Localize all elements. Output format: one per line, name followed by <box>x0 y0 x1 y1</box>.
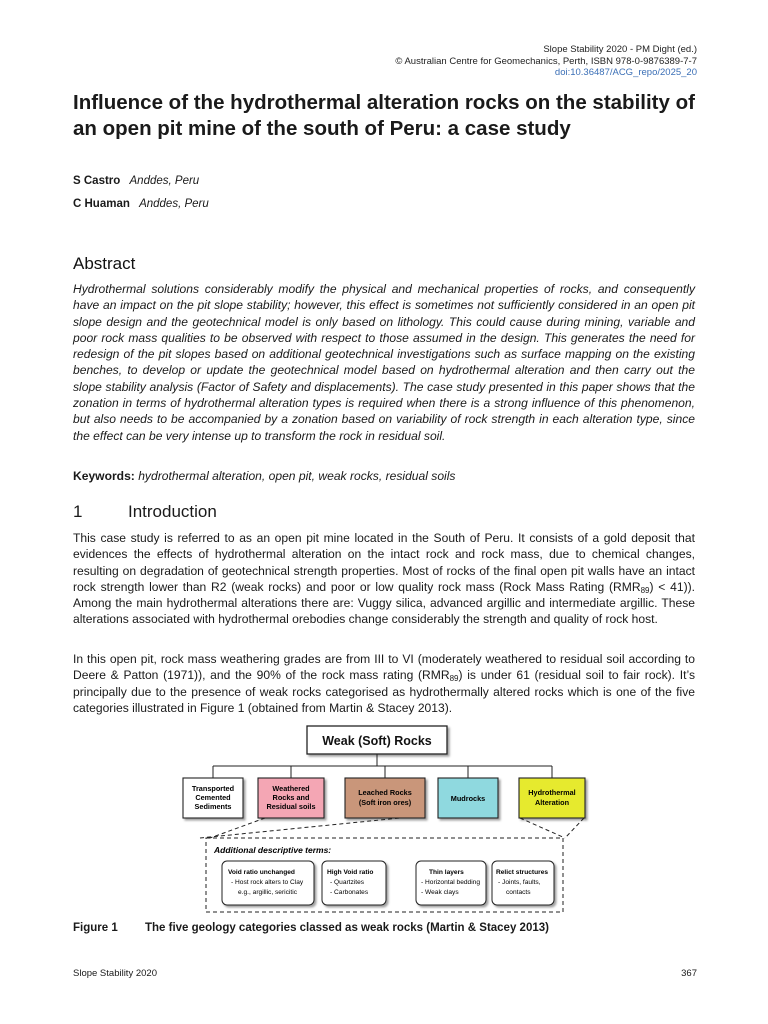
footer-journal: Slope Stability 2020 <box>73 968 157 979</box>
term-2-line-2: - Carbonates <box>330 889 369 896</box>
dashed-connector <box>520 818 565 838</box>
term-2-line-1: - Quartzites <box>330 879 365 886</box>
term-3-line-1: - Horizontal bedding <box>421 879 481 886</box>
category-1-line-2: Cemented <box>195 793 231 802</box>
author-name: S Castro <box>73 175 121 187</box>
author-name: C Huaman <box>73 198 130 210</box>
category-5-line-2: Alteration <box>534 798 570 807</box>
keywords <box>73 469 455 483</box>
abstract-heading: Abstract <box>73 254 136 273</box>
term-3-head: Thin layers <box>429 869 464 876</box>
term-1-head: Void ratio unchanged <box>228 869 295 876</box>
dashed-connector <box>565 818 584 838</box>
descriptive-terms-label: Additional descriptive terms: <box>214 845 332 855</box>
abstract-text: Hydrothermal solutions considerably modify the physical and mechanical properties of rocks, and consequently have an impact on the pit slope stability; however, this effect is sometimes not sufficiently considered in an open pit slope design and the geotechnical model is only based on lithology. This could cause during mining, variable and poor rock mass qualities to be observed with respect to those assumed in the design. This generates the need for redesign of the pit slopes based on additional geotechnical investigations such as surface mapping on the existing benches, to develop or update the geotechnical model based on hydrothermal alteration and then carry out the slope stability analysis (Factor of Safety and displacements). The case study presented in this paper shows that the zonation in terms of hydrothermal alteration types is required when there is a strong influence of this phenomenon, but also needs to be accompanied by a zonation based on variability of rock strength in each alteration type, since the effect can be very intense up to transform the rock in residual soil. <box>73 282 695 443</box>
page-number: 367 <box>681 968 697 979</box>
category-2-line-1: Weathered <box>272 784 310 793</box>
term-1-line-1: - Host rock alters to Clay <box>231 879 304 886</box>
category-1-line-1: Transported <box>191 784 235 793</box>
figure-1 <box>170 720 590 920</box>
text-run: This case study is referred to as an open pit mine located in the South of Peru. It consists of a gold deposit that evidences the effects of hydrothermal alteration on the intact rock and rock mass, due to chemical changes, resulting on degradation of geotechnical strength properties. Most of rocks of the final open pit walls have an intact rock strength lower than R2 (weak rocks) and poor or low quality rock mass (Rock Mass Rating (RMR <box>73 531 695 594</box>
author-1 <box>73 175 199 187</box>
section-heading: Introduction <box>128 502 217 521</box>
author-2 <box>73 198 209 210</box>
intro-paragraph-2 <box>73 651 695 716</box>
category-5-line-1: Hydrothermal <box>528 788 576 797</box>
paper-title: Influence of the hydrothermal alteration rocks on the stability of an open pit mine of the south of Peru: a case study <box>73 91 695 140</box>
keywords-label: Keywords: <box>73 469 135 483</box>
header-meta <box>395 44 697 79</box>
term-4-head: Relict structures <box>496 869 549 876</box>
category-2-line-2: Rocks and <box>272 793 310 802</box>
figure-caption <box>73 922 549 934</box>
dashed-connector <box>210 818 265 838</box>
category-4-line-1: Mudrocks <box>450 794 486 803</box>
header-line-1: Slope Stability 2020 - PM Dight (ed.) <box>543 44 697 55</box>
top-box-label: Weak (Soft) Rocks <box>322 734 432 748</box>
subscript: 89 <box>640 585 650 595</box>
author-affiliation: Anddes, Peru <box>129 175 200 187</box>
text-run: ) is under 61 (residual soil to fair rock). It’s principally due to the presence of weak rocks categorised as hydrothermally altered rocks which is one of the five categories illustrated in Figure 1 (obtained from Martin & Stacey 2013). <box>73 668 695 715</box>
category-2-line-3: Residual soils <box>266 802 316 811</box>
section-number: 1 <box>73 502 83 521</box>
category-3-line-1: Leached Rocks <box>358 788 412 797</box>
text-run: In this open pit, rock mass weathering grades are from III to VI (moderately weathered to residual soil according to Deere & Patton (1971)), and the 90% of the rock mass rating (RMR <box>73 652 695 683</box>
term-1-line-2: e.g., argillic, sericitic <box>238 889 297 896</box>
text-run: ) < 41)). Among the main hydrothermal alterations there are: Vuggy silica, advanced argillic and intermediate argillic. These alterations associated with hydrothermal orebodies change considerably the strength and quality of rock host. <box>73 579 695 627</box>
category-1-line-3: Sediments <box>194 802 232 811</box>
term-4-line-1: - Joints, faults, <box>498 879 541 886</box>
category-3-line-2: (Soft iron ores) <box>358 798 412 807</box>
author-affiliation: Anddes, Peru <box>139 198 209 210</box>
caption-number: Figure 1 <box>73 922 118 934</box>
doi-link[interactable]: doi:10.36487/ACG_repo/2025_20 <box>554 67 697 78</box>
term-2-head: High Void ratio <box>327 869 374 876</box>
caption-text: The five geology categories classed as weak rocks (Martin & Stacey 2013) <box>145 922 549 934</box>
term-3-line-2: - Weak clays <box>421 889 459 896</box>
intro-paragraph-1 <box>73 530 695 628</box>
keywords-text: hydrothermal alteration, open pit, weak rocks, residual soils <box>138 469 456 483</box>
header-line-2: © Australian Centre for Geomechanics, Perth, ISBN 978-0-9876389-7-7 <box>395 55 697 67</box>
term-4-line-2: contacts <box>506 889 531 896</box>
weak-rocks-diagram <box>170 720 590 920</box>
dashed-connector <box>200 818 400 838</box>
subscript: 89 <box>449 674 459 684</box>
